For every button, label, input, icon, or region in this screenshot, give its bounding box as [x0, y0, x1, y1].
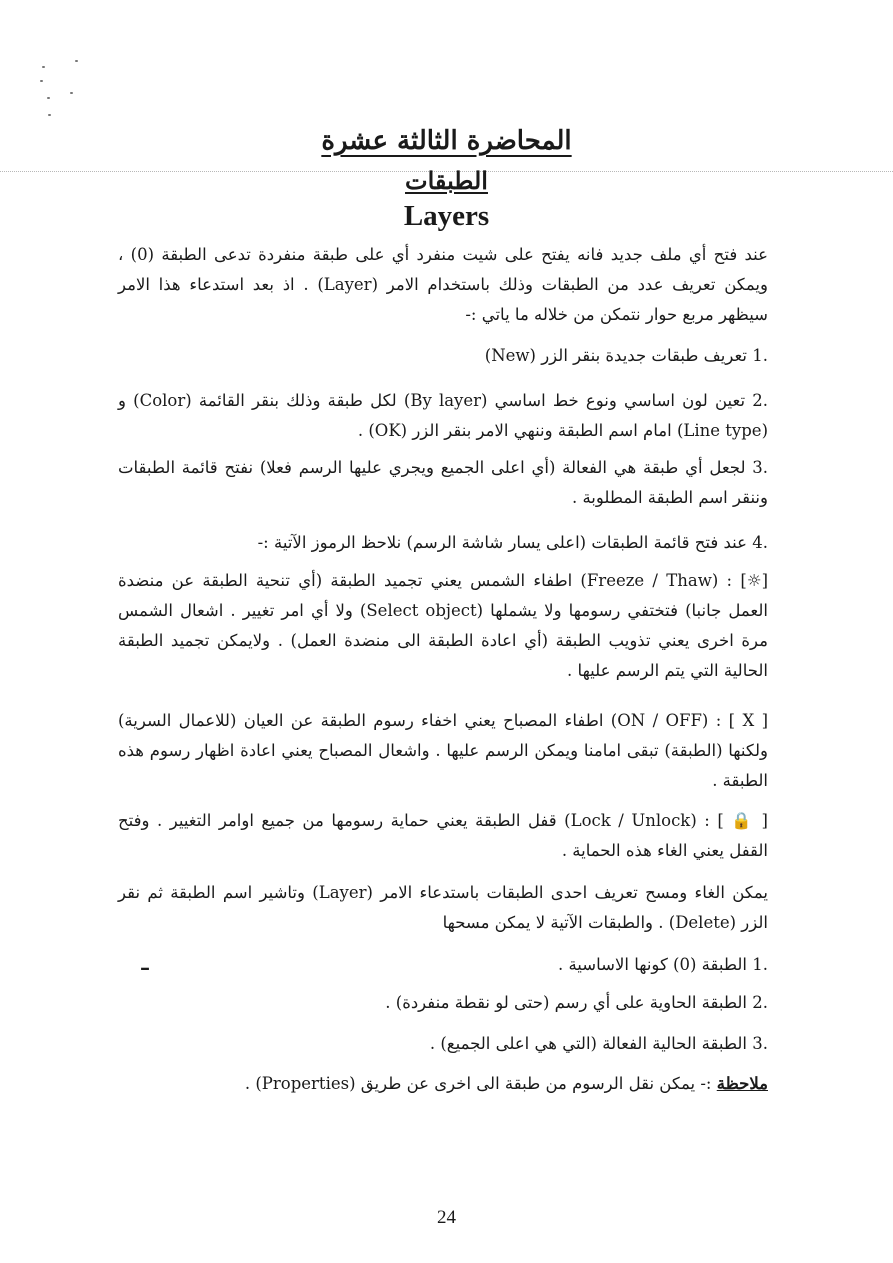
scan-speck [48, 114, 51, 116]
topic-title-en: Layers [403, 200, 490, 232]
symbol-lock-unlock: [ 🔒 ] : (Lock / Unlock) قفل الطبقة يعني حماية رسومها من جميع اوامر التغيير . وفتح القفل يعني الغاء هذه الحماية . [118, 811, 768, 860]
symbol-freeze-thaw: [☼] : (Freeze / Thaw) اطفاء الشمس يعني تجميد الطبقة (أي تنحية الطبقة عن منضدة العمل جانبا) فتختفي رسومها ولا يشملها (Select object) ولا أي امر تغيير . اشعال الشمس مرة اخرى يعني تذويب الطبقة (أي اعادة الطبقة الى منضدة العمل) . ولايمكن تجميد الطبقة الحالية التي يتم الرسم عليها . [118, 571, 769, 680]
scan-speck [47, 97, 50, 99]
scan-speck [40, 80, 43, 82]
scan-speck [70, 92, 73, 94]
delete-paragraph: يمكن الغاء ومسح تعريف احدى الطبقات باستدعاء الامر (Layer) وتاشير اسم الطبقة ثم نقر الزر (Delete) . والطبقات الآتية لا يمكن مسحها [118, 883, 769, 932]
scan-speck [75, 60, 78, 62]
margin-dash: – [140, 955, 150, 979]
undeletable-item: .2 الطبقة الحاوية على أي رسم (حتى لو نقطة منفردة) . [385, 993, 768, 1012]
page-number: 24 [437, 1207, 456, 1228]
step-item: .1 تعريف طبقات جديدة بنقر الزر (New) [484, 346, 768, 365]
symbol-on-off: [ X ] : (ON / OFF) اطفاء المصباح يعني اخفاء رسوم الطبقة عن العيان (للاعمال السرية) ولكنها (الطبقة) تبقى امامنا ويمكن الرسم عليها . واشعال المصباح يعني اعادة اظهار رسوم هذه الطبقة . [118, 711, 769, 790]
note-text: :- يمكن نقل الرسوم من طبقة الى اخرى عن طريق (Properties) . [244, 1074, 717, 1093]
undeletable-item: .1 الطبقة (0) كونها الاساسية . [557, 955, 768, 974]
intro-paragraph: عند فتح أي ملف جديد فانه يفتح على شيت منفرد أي على طبقة منفردة تدعى الطبقة (0) ، ويمكن تعريف عدد من الطبقات وذلك باستخدام الامر (Layer) . اذ بعد استدعاء هذا الامر سيظهر مربع حوار نتمكن من خلاله ما ياتي :- [118, 245, 769, 324]
lecture-title: المحاضرة الثالثة عشرة [321, 126, 572, 156]
step-item: .3 لجعل أي طبقة هي الفعالة (أي اعلى الجميع ويجري عليها الرسم فعلا) نفتح قائمة الطبقات وننقر اسم الطبقة المطلوبة . [118, 458, 768, 507]
note-paragraph [118, 1069, 768, 1099]
undeletable-item: .3 الطبقة الحالية الفعالة (التي هي اعلى الجميع) . [429, 1034, 768, 1053]
note-label: ملاحظة [716, 1074, 768, 1093]
step-item: .4 عند فتح قائمة الطبقات (اعلى يسار شاشة الرسم) نلاحظ الرموز الآتية :- [257, 533, 768, 552]
topic-title-ar: الطبقات [405, 166, 488, 195]
step-item: .2 تعين لون اساسي ونوع خط اساسي (By layer) لكل طبقة وذلك بنقر القائمة (Color) و (Line type) امام اسم الطبقة وننهي الامر بنقر الزر (OK) . [118, 391, 769, 440]
scan-speck [42, 66, 45, 68]
